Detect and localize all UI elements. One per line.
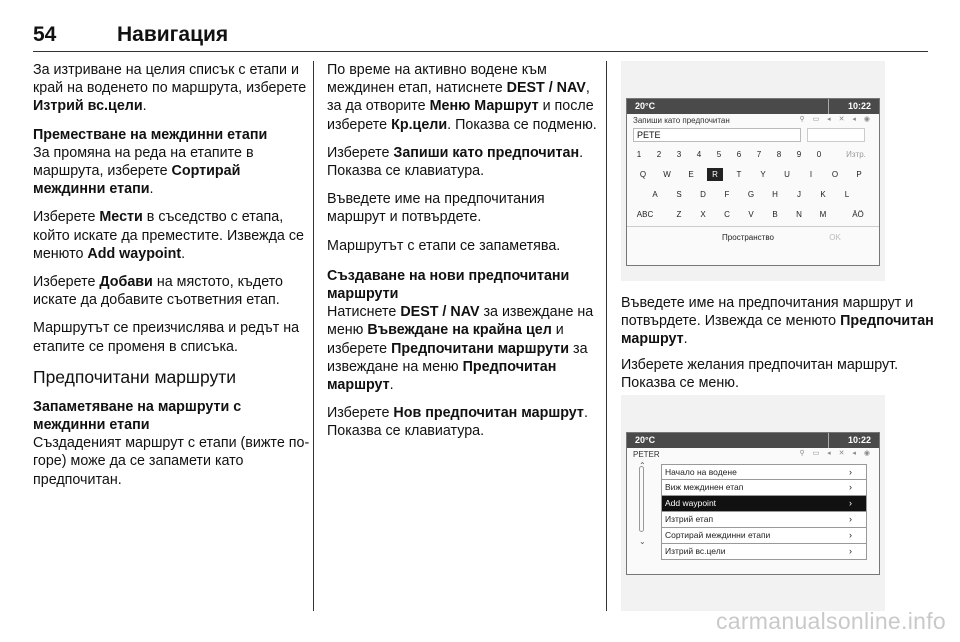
key[interactable]: W [663,170,671,179]
screen-subtitle [627,448,879,460]
status-icons: ⚲ ▭ ◂ ✕ ◂ ◉ [799,116,873,123]
chevron-right-icon: › [849,530,852,540]
key-row-a [627,184,879,204]
chevron-up-icon[interactable]: ⌃ [639,461,646,470]
subtitle-text: Запиши като предпочитан [633,116,730,125]
space-key[interactable]: Пространство [722,233,774,242]
section-heading: Предпочитани маршрути [33,366,237,387]
key[interactable]: Y [760,170,766,179]
key[interactable]: 7 [756,150,762,159]
key[interactable]: I [809,170,813,179]
paragraph: Въведете име на предпочитания маршрут и потвърдете. [327,191,545,226]
clock: 10:22 [847,435,871,445]
menu-list [627,464,879,560]
paragraph: Натиснете DEST / NAV за извеждане на меню Въвеждане на крайна цел и изберете Предпочитани маршрути за извеждане на меню Предпочитан маршрут. [327,304,594,394]
paragraph: Въведете име на предпочитания маршрут и потвърдете. Извежда се менюто Предпочитан маршрут. [621,295,934,348]
column-3 [621,294,939,402]
subheading-reorder: Преместване на междинни етапи [33,126,268,143]
key[interactable]: 6 [736,150,742,159]
name-input[interactable]: PETE [633,128,801,142]
subheading-create: Създаване на нови предпочитани маршрути [327,267,570,303]
subsection-heading: Запаметяване на маршрути с междинни етапи [33,398,242,434]
key[interactable]: 4 [696,150,702,159]
paragraph: Изберете Мести в съседство с етапа, който искате да преместите. Извежда се менюто Add waypoint. [33,209,304,262]
key[interactable]: M [819,210,827,219]
screenshot-route-menu [621,395,885,611]
chevron-right-icon: › [849,546,852,556]
paragraph: Изберете Запиши като предпочитан. Показва се клавиатура. [327,144,584,180]
paragraph: За изтриване на целия списък с етапи и край на воденето по маршрута, изберете Изтрий вс.цели. [33,62,307,115]
paragraph: Изберете Добави на мястото, където искате да добавите съответния етап. [33,274,284,309]
key[interactable]: K [820,190,826,199]
screen-subtitle [627,114,879,126]
paragraph: Маршрутът с етапи се запаметява. [327,237,561,254]
key-row-q [627,164,879,184]
divider [828,99,829,114]
key[interactable]: E [688,170,694,179]
key[interactable]: 2 [656,150,662,159]
paragraph: Създаденият маршрут с етапи (вижте по-горе) може да се запамети като предпочитан. [33,435,310,488]
key[interactable]: A [652,190,658,199]
key[interactable]: O [831,170,839,179]
key[interactable]: L [844,190,850,199]
scrollbar[interactable] [639,466,644,532]
abc-key[interactable]: ABC [636,210,654,219]
key[interactable]: U [784,170,790,179]
key[interactable]: C [724,210,730,219]
menu-item[interactable]: Изтрий вс.цели › [661,544,867,560]
column-divider [313,61,314,611]
paragraph: По време на активно водене към междинен етап, натиснете DEST / NAV, за да отворите Меню Маршрут и после изберете Кр.цели. Показва се подменю. [327,62,597,133]
menu-item[interactable]: Сортирай междинни етапи › [661,528,867,544]
key[interactable]: T [736,170,742,179]
key-row-bottom [627,226,879,246]
key[interactable]: F [724,190,730,199]
key-selected[interactable]: R [707,168,723,181]
key[interactable]: X [700,210,706,219]
screenshot-keyboard [621,61,885,281]
key[interactable]: 8 [776,150,782,159]
key-row-digits [627,144,879,164]
key[interactable]: 0 [816,150,822,159]
column-2 [327,61,599,451]
chevron-right-icon: › [849,498,852,508]
key[interactable]: Q [639,170,647,179]
column-1 [33,61,311,499]
key[interactable]: J [797,190,801,199]
key[interactable]: Z [676,210,682,219]
page-number: 54 [33,23,57,46]
subtitle-text: PETER [633,450,660,459]
watermark: carmanualsonline.info [715,608,946,634]
status-icons: ⚲ ▭ ◂ ✕ ◂ ◉ [799,450,873,457]
paragraph: Изберете Нов предпочитан маршрут. Показва се клавиатура. [327,405,588,440]
key[interactable]: H [772,190,778,199]
clock: 10:22 [847,101,871,111]
key-row-z [627,204,879,224]
page-header [33,22,928,52]
page-title: Навигация [117,23,229,46]
chevron-right-icon: › [849,467,852,477]
status-bar [627,99,879,114]
chevron-down-icon[interactable]: ⌄ [639,537,646,546]
key[interactable]: 5 [716,150,722,159]
suggestion-field [807,128,865,142]
ok-key[interactable]: OK [829,233,841,242]
paragraph: Маршрутът се преизчислява и редът на етапите се променя в списъка. [33,320,300,355]
umlaut-key[interactable]: ÄÖ [852,210,864,219]
key[interactable]: 3 [676,150,682,159]
divider [828,433,829,448]
column-divider [606,61,607,611]
temperature: 20°C [635,101,656,111]
key[interactable]: 9 [796,150,802,159]
key[interactable]: V [748,210,754,219]
key[interactable]: P [856,170,862,179]
key[interactable]: G [747,190,755,199]
status-bar [627,433,879,448]
menu-item[interactable]: Начало на водене › [661,464,867,480]
paragraph: За промяна на реда на етапите в маршрута, изберете Сортирай междинни етапи. [33,144,254,198]
key[interactable]: 1 [636,150,642,159]
menu-item-selected[interactable]: Add waypoint › [661,496,867,512]
menu-item[interactable]: Виж междинен етап › [661,480,867,496]
key[interactable]: D [700,190,706,199]
key[interactable]: N [796,210,802,219]
chevron-right-icon: › [849,482,852,492]
paragraph: Изберете желания предпочитан маршрут. Показва се меню. [621,356,899,391]
infotainment-screen [626,432,880,575]
infotainment-screen [626,98,880,266]
chevron-right-icon: › [849,514,852,524]
delete-key[interactable]: Изтр. [846,150,866,159]
key[interactable]: S [676,190,682,199]
menu-item[interactable]: Изтрий етап › [661,512,867,528]
temperature: 20°C [635,435,656,445]
key[interactable]: B [772,210,778,219]
